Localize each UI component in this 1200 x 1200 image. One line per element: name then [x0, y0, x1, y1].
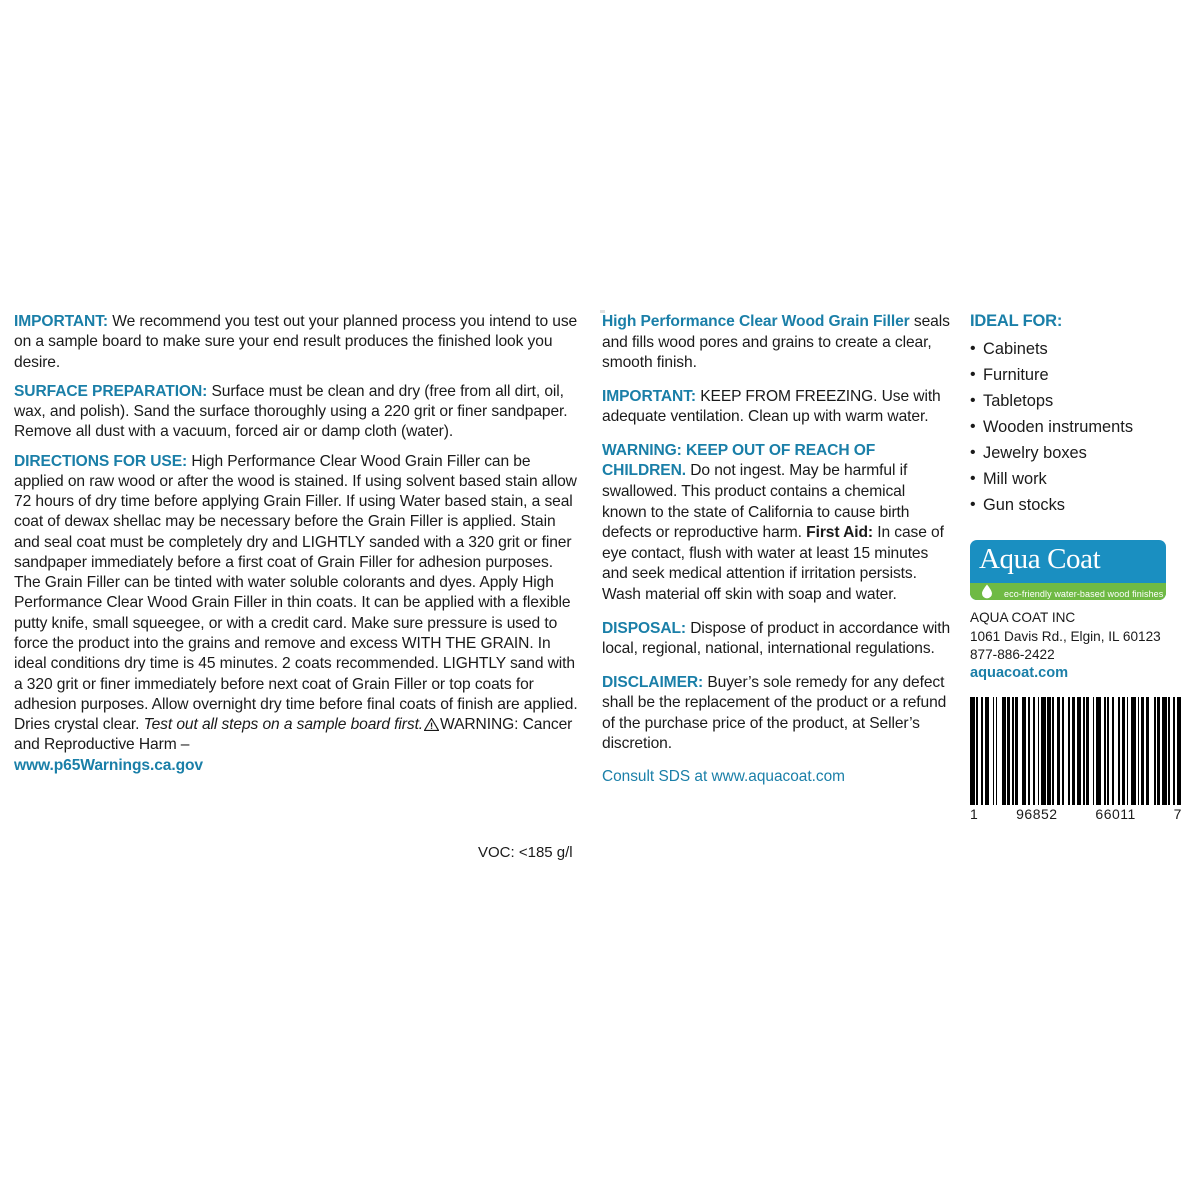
- body-important-freezing: KEEP FROM FREEZING. Use with adequate ventilation. Clean up with warm water.: [602, 387, 941, 426]
- list-item: • Wooden instruments: [970, 415, 1190, 441]
- aqua-coat-logo: [970, 540, 1166, 600]
- list-item: • Gun stocks: [970, 493, 1190, 519]
- paragraph-important-freezing: [602, 387, 952, 428]
- product-description: seals and fills wood pores and grains to create a clear, smooth finish.: [602, 313, 950, 372]
- paragraph-product-description: [602, 312, 952, 374]
- label-columns: [0, 312, 1200, 861]
- heading-disclaimer: DISCLAIMER:: [602, 673, 704, 691]
- company-website-link[interactable]: aquacoat.com: [970, 664, 1069, 681]
- column-safety: [592, 312, 960, 786]
- company-info: [970, 609, 1190, 683]
- paragraph-disposal: [602, 619, 952, 660]
- list-item: • Mill work: [970, 467, 1190, 493]
- paragraph-warning-children: [602, 441, 952, 606]
- barcode-digit-group2: 66011: [1095, 806, 1136, 823]
- column-instructions: [0, 312, 592, 861]
- logo-tagline: eco-friendly water-based wood finishes: [1004, 589, 1164, 600]
- product-name: High Performance Clear Wood Grain Filler: [602, 313, 910, 330]
- italic-test-note: Test out all steps on a sample board first.: [143, 716, 424, 734]
- heading-disposal: DISPOSAL:: [602, 619, 687, 637]
- paragraph-surface-preparation: [14, 382, 578, 443]
- barcode-digit-left: 1: [970, 806, 979, 823]
- ideal-for-title: IDEAL FOR:: [970, 312, 1063, 330]
- barcode-digit-right: 7: [1173, 806, 1182, 823]
- heading-surface-preparation: SURFACE PREPARATION:: [14, 382, 208, 400]
- body-warning-part2: In case of eye contact, flush with water at least 15 minutes and seek medical attention if irritation persists. Wash material off skin with soap and water.: [602, 524, 944, 603]
- company-phone: 877-886-2422: [970, 646, 1055, 662]
- body-disclaimer: Buyer’s sole remedy for any defect shall be the replacement of the product or a refund of the purchase price of the product, at Seller’s discretion.: [602, 673, 947, 753]
- body-important: We recommend you test out your planned process you intend to use on a sample board to make sure your end result produces the finished look you desire.: [14, 313, 578, 371]
- barcode-digit-group1: 96852: [1016, 806, 1058, 823]
- prop65-warnings-link[interactable]: www.p65Warnings.ca.gov: [14, 756, 204, 774]
- water-drop-icon: [979, 583, 995, 599]
- list-item: • Jewelry boxes: [970, 441, 1190, 467]
- heading-important-freezing: IMPORTANT:: [602, 387, 696, 405]
- heading-warning-children: WARNING: KEEP OUT OF REACH OF CHILDREN.: [602, 441, 876, 480]
- list-item: • Tabletops: [970, 389, 1190, 415]
- consult-sds-link[interactable]: Consult SDS at www.aquacoat.com: [602, 767, 845, 785]
- body-disposal: Dispose of product in accordance with local, regional, national, international regulations.: [602, 619, 951, 658]
- body-surface-preparation: Surface must be clean and dry (free from all dirt, oil, wax, and polish). Sand the surface thoroughly using a 220 grit or finer sandpaper. Remove all dust with a vacuum, forced air or damp cloth (water).: [14, 382, 568, 441]
- barcode-digits: [970, 806, 1182, 822]
- body-directions-for-use: High Performance Clear Wood Grain Filler can be applied on raw wood or after the wood is stained. If using solvent based stain allow 72 hours of dry time before applying Grain Filler. If using Water based stain, a seal coat of dewax shellac may be necessary before the Grain Filler is applied. Stain and seal coat must be completely dry and LIGHTLY sanded with a 320 grit or finer sandpaper immediately before a first coat of Grain Filler for adhesion purposes. The Grain Filler can be tinted with water soluble colorants and dyes. Apply High Performance Clear Wood Grain Filler in thin coats. It can be applied with a flexible putty knife, small squeegee, or with a credit card. Make sure pressure is used to force the product into the grains and remove and excess WITH THE GRAIN. In ideal conditions dry time is 45 minutes. 2 coats recommended. LIGHTLY sand with a 320 grit or finer immediately before next coat of Grain Filler or top coats for adhesion purposes. Allow overnight dry time before final coats of finish are applied. Dries crystal clear.: [14, 452, 578, 734]
- barcode-bars: [970, 697, 1182, 805]
- logo-wordmark: Aqua Coat: [979, 543, 1101, 576]
- company-address: 1061 Davis Rd., Elgin, IL 60123: [970, 628, 1161, 644]
- heading-important: IMPORTANT:: [14, 313, 108, 330]
- ideal-for-list: [970, 337, 1190, 518]
- body-warning-part1: Do not ingest. May be harmful if swallowed. This product contains a chemical known to the state of California to cause birth defects or reproductive harm.: [602, 462, 910, 542]
- paragraph-disclaimer: [602, 673, 952, 755]
- heading-directions-for-use: DIRECTIONS FOR USE:: [14, 452, 188, 470]
- list-item: • Furniture: [970, 363, 1190, 389]
- warning-triangle-icon: [424, 718, 439, 731]
- label-first-aid: First Aid:: [806, 524, 874, 542]
- company-name: AQUA COAT INC: [970, 610, 1076, 626]
- column-brand: [960, 312, 1200, 822]
- prop65-warning-text: WARNING: Cancer and Reproductive Harm –: [14, 716, 573, 754]
- list-item: • Cabinets: [970, 337, 1190, 363]
- upc-barcode: [970, 697, 1182, 822]
- paragraph-important: [14, 312, 578, 373]
- voc-value: VOC: <185 g/l: [478, 844, 573, 861]
- paragraph-directions-for-use: [14, 452, 578, 776]
